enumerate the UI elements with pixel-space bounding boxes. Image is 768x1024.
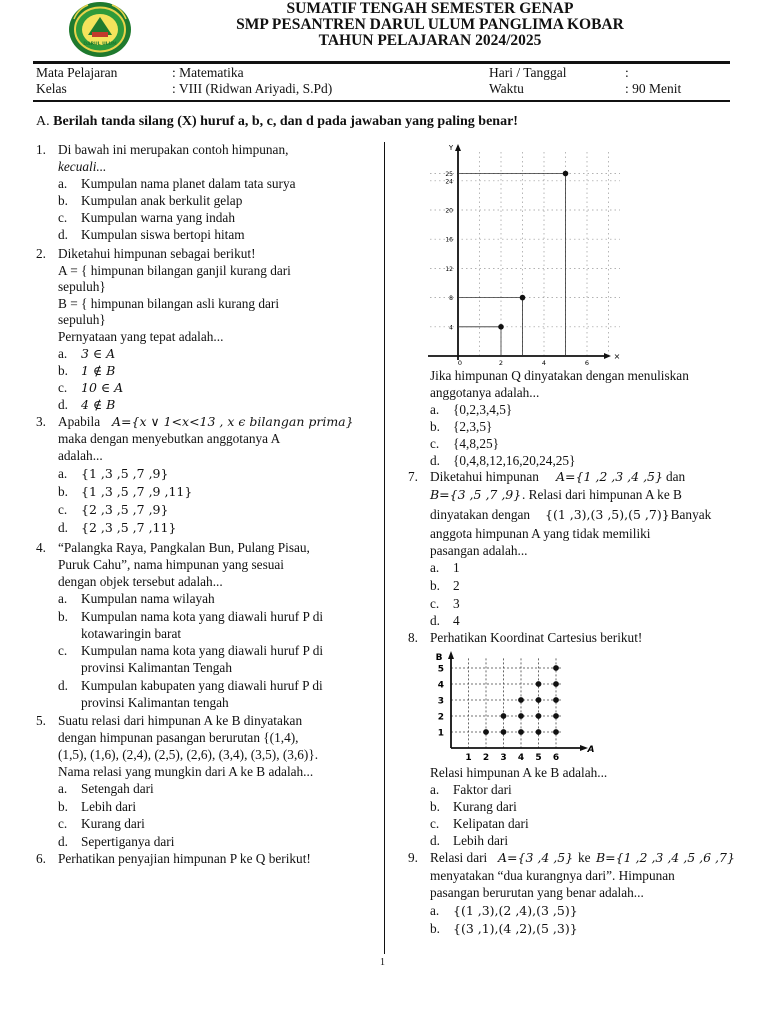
kelas-label: Kelas [36,81,67,96]
school-logo [68,1,132,58]
set-notation: B={1 ,2 ,3 ,4 ,5 ,6 ,7} [596,850,735,865]
question-text: pasangan berurutan yang benar adalah... [430,885,644,900]
waktu-value: : 90 Menit [625,81,682,96]
question-text: anggota himpunan A yang tidak memiliki [430,526,651,541]
question-text: dengan objek tersebut adalah... [58,574,223,589]
option-letter[interactable]: a. [58,466,68,481]
option-letter[interactable]: d. [58,227,68,242]
question-text: kecuali... [58,159,107,174]
option-letter[interactable]: c. [58,643,68,658]
chart-relation-a-to-b [425,648,600,766]
option-letter[interactable]: a. [430,903,440,918]
option-letter[interactable]: a. [430,402,440,417]
question-number: 5. [36,713,46,728]
x-tick-label: 2 [482,753,490,763]
option-a[interactable]: Setengah dari [81,781,154,796]
option-letter[interactable]: d. [430,613,440,628]
option-letter[interactable]: a. [58,346,68,361]
option-letter[interactable]: b. [430,419,440,434]
option-d[interactable]: 4 ∉ B [81,397,116,412]
data-point [553,665,559,671]
option-c[interactable]: 3 [453,596,460,611]
data-point [536,697,542,703]
data-point [553,729,559,735]
mapel-label: Mata Pelajaran [36,65,118,80]
option-d[interactable]: provinsi Kalimantan tengah [81,695,229,710]
option-letter[interactable]: d. [58,834,68,849]
option-d[interactable]: 4 [453,613,460,628]
set-notation: A={x ∨ 1<x<13 , x ϵ bilangan prima} [112,414,354,429]
option-letter[interactable]: b. [58,484,68,499]
data-point [483,729,489,735]
question-number: 7. [408,469,418,484]
x-tick-label: 4 [541,359,547,367]
question-text: dengan himpunan pasangan berurutan {(1,4), [58,730,299,745]
question-text: Jika himpunan Q dinyatakan dengan menuliskan [430,368,689,383]
option-letter[interactable]: d. [430,833,440,848]
option-a[interactable]: 3 ∈ A [81,346,116,361]
data-point [518,713,524,719]
option-letter[interactable]: a. [58,176,68,191]
y-tick-label: 25 [445,171,453,178]
option-d[interactable]: {2 ,3 ,5 ,7 ,11} [81,520,177,535]
hari-label: Hari / Tanggal [489,65,567,80]
question-number: 8. [408,630,418,645]
option-a[interactable]: {1 ,3 ,5 ,7 ,9} [81,466,169,481]
question-text: ke [578,850,591,865]
x-axis-label: A [587,745,595,755]
option-letter[interactable]: b. [430,799,440,814]
header-line-3: TAHUN PELAJARAN 2024/2025 [318,32,542,49]
option-letter[interactable]: d. [58,678,68,693]
data-point [553,713,559,719]
y-axis-label: B [435,653,443,663]
y-tick-label: 8 [449,295,453,303]
option-letter[interactable]: b. [430,921,440,936]
option-a[interactable]: Faktor dari [453,782,512,797]
question-text: menyatakan “dua kurangnya dari”. Himpunan [430,868,675,883]
question-text: sepuluh} [58,279,106,294]
set-notation: A={3 ,4 ,5} [498,850,574,865]
x-tick-label: 2 [498,359,504,367]
x-tick-label: 3 [500,753,507,763]
option-letter[interactable]: c. [58,502,68,517]
option-letter[interactable]: b. [58,609,68,624]
option-d[interactable]: Kumpulan kabupaten yang diawali huruf P di [81,678,323,693]
x-tick-label: 1 [465,753,472,763]
option-d[interactable]: Sepertiganya dari [81,834,175,849]
question-text: sepuluh} [58,312,106,327]
column-divider [384,142,385,954]
option-letter[interactable]: a. [58,591,68,606]
question-text: maka dengan menyebutkan anggotanya A [58,431,281,446]
y-tick-label: 12 [445,265,453,273]
header-rule-bottom [33,100,730,102]
question-text: Di bawah ini merupakan contoh himpunan, [58,142,289,157]
question-number: 1. [36,142,46,157]
option-b[interactable]: 1 ∉ B [81,363,116,378]
option-c[interactable]: {2 ,3 ,5 ,7 ,9} [81,502,169,517]
option-b[interactable]: Kumpulan anak berkulit gelap [81,193,243,208]
option-d[interactable]: Kumpulan siswa bertopi hitam [81,227,245,242]
data-point [553,697,559,703]
option-letter[interactable]: b. [58,799,68,814]
y-tick-label: 5 [437,664,444,675]
option-letter[interactable]: d. [430,453,440,468]
option-c[interactable]: Kurang dari [81,816,145,831]
option-a[interactable]: {(1 ,3),(2 ,4),(3 ,5)} [453,903,578,918]
option-c[interactable]: {4,8,25} [453,436,500,451]
question-text: . Relasi dari himpunan A ke B [522,487,682,502]
data-point [536,681,542,687]
chart-p-to-q [420,140,630,370]
question-text: Relasi dari [430,850,488,865]
option-c[interactable]: 10 ∈ A [81,380,124,395]
option-c[interactable]: Kelipatan dari [453,816,529,831]
data-point [498,324,504,330]
question-number: 2. [36,246,46,261]
x-tick-label: 4 [517,753,525,763]
x-tick-label: 5 [535,753,542,763]
question-text: dan [666,469,686,484]
y-tick-label: 1 [437,728,444,739]
option-a[interactable]: Kumpulan nama planet dalam tata surya [81,176,296,191]
section-letter: A. [36,114,50,129]
question-text: dinyatakan dengan [430,507,531,522]
mapel-value: : Matematika [172,65,244,80]
y-tick-label: 24 [445,178,453,186]
option-b[interactable]: {(3 ,1),(4 ,2),(5 ,3)} [453,921,578,936]
data-point [553,681,559,687]
question-text: B = { himpunan bilangan asli kurang dari [58,296,280,311]
instruction-text: Berilah tanda silang (X) huruf a, b, c, dan d pada jawaban yang paling benar! [53,114,518,129]
option-letter[interactable]: c. [58,816,68,831]
section-instruction [36,114,518,130]
option-letter[interactable]: b. [58,363,68,378]
question-text: (1,5), (1,6), (2,4), (2,5), (2,6), (3,4), (3,5), (3,6)}. [58,747,319,762]
option-a[interactable]: 1 [453,560,460,575]
hari-value: : [625,65,629,80]
x-tick-label: 6 [552,753,560,763]
y-tick-label: 3 [437,696,444,707]
question-text: A = { himpunan bilangan ganjil kurang dari [58,263,291,278]
option-letter[interactable]: a. [430,560,440,575]
waktu-label: Waktu [489,81,524,96]
question-text: Perhatikan penyajian himpunan P ke Q berikut! [58,851,311,866]
question-text: Puruk Cahu”, nama himpunan yang sesuai [58,557,285,572]
option-letter[interactable]: b. [430,578,440,593]
question-text: Relasi himpunan A ke B adalah... [430,765,608,780]
data-point [518,697,524,703]
x-tick-label: 0 [457,359,463,367]
option-b[interactable]: {2,3,5} [453,419,493,434]
option-b[interactable]: kotawaringin barat [81,626,182,641]
option-c[interactable]: Kumpulan warna yang indah [81,210,235,225]
option-d[interactable]: Lebih dari [453,833,509,848]
option-b[interactable]: Kumpulan nama kota yang diawali huruf P di [81,609,324,624]
option-c[interactable]: provinsi Kalimantan Tengah [81,660,232,675]
question-number: 6. [36,851,46,866]
option-letter[interactable]: c. [58,210,68,225]
data-point [536,729,542,735]
option-letter[interactable]: d. [58,397,68,412]
y-tick-label: 16 [445,236,453,244]
option-a[interactable]: {0,2,3,4,5} [453,402,513,417]
y-axis-label: Y [448,144,454,152]
question-text: anggotanya adalah... [430,385,540,400]
question-text: Diketahui himpunan [430,469,539,484]
header-rule-top [33,61,730,64]
data-point [501,713,507,719]
y-axis-arrow [455,144,461,151]
question-text: Nama relasi yang mungkin dari A ke B adalah... [58,764,314,779]
data-point [518,729,524,735]
option-c[interactable]: Kumpulan nama kota yang diawali huruf P di [81,643,324,658]
y-tick-label: 2 [437,712,444,723]
question-text: adalah... [58,448,103,463]
data-point [520,295,526,301]
question-text: Pernyataan yang tepat adalah... [58,329,224,344]
set-notation: A={1 ,2 ,3 ,4 ,5} [556,469,663,484]
y-axis-arrow [448,651,454,659]
x-axis-label: × [613,352,621,361]
question-text: . Banyak [664,507,712,522]
question-text: pasangan adalah... [430,543,528,558]
question-text: Diketahui himpunan sebagai berikut! [58,246,256,261]
option-letter[interactable]: c. [430,816,440,831]
y-tick-label: 4 [449,324,453,332]
option-b[interactable]: Lebih dari [81,799,137,814]
x-tick-label: 6 [584,359,590,367]
y-tick-label: 4 [437,680,444,691]
header-line-2: SMP PESANTREN DARUL ULUM PANGLIMA KOBAR [236,16,624,33]
question-text: Suatu relasi dari himpunan A ke B dinyatakan [58,713,303,728]
x-axis-arrow [604,353,611,359]
question-text: Perhatikan Koordinat Cartesius berikut! [430,630,643,645]
question-number: 3. [36,414,46,429]
logo-text: DARUL ULUM [83,42,117,47]
option-letter[interactable]: c. [58,380,68,395]
option-letter[interactable]: c. [430,596,440,611]
option-letter[interactable]: d. [58,520,68,535]
option-d[interactable]: {0,4,8,12,16,20,24,25} [453,453,576,468]
option-letter[interactable]: b. [58,193,68,208]
data-point [501,729,507,735]
option-letter[interactable]: a. [430,782,440,797]
question-text: “Palangka Raya, Pangkalan Bun, Pulang Pisau, [58,540,310,555]
option-b[interactable]: 2 [453,578,460,593]
y-tick-label: 20 [445,207,453,215]
set-notation: B={3 ,5 ,7 ,9} [430,487,522,502]
option-letter[interactable]: c. [430,436,440,451]
page-number: 1 [380,957,385,968]
set-notation: {(1 ,3),(3 ,5),(5 ,7)} [545,507,670,522]
question-text: Apabila [58,414,101,429]
kelas-value: : VIII (Ridwan Ariyadi, S.Pd) [172,81,333,96]
data-point [563,171,569,177]
option-a[interactable]: Kumpulan nama wilayah [81,591,215,606]
option-b[interactable]: Kurang dari [453,799,517,814]
option-letter[interactable]: a. [58,781,68,796]
question-number: 9. [408,850,418,865]
header-line-1: SUMATIF TENGAH SEMESTER GENAP [286,0,574,17]
option-b[interactable]: {1 ,3 ,5 ,7 ,9 ,11} [81,484,193,499]
question-number: 4. [36,540,46,555]
data-point [536,713,542,719]
